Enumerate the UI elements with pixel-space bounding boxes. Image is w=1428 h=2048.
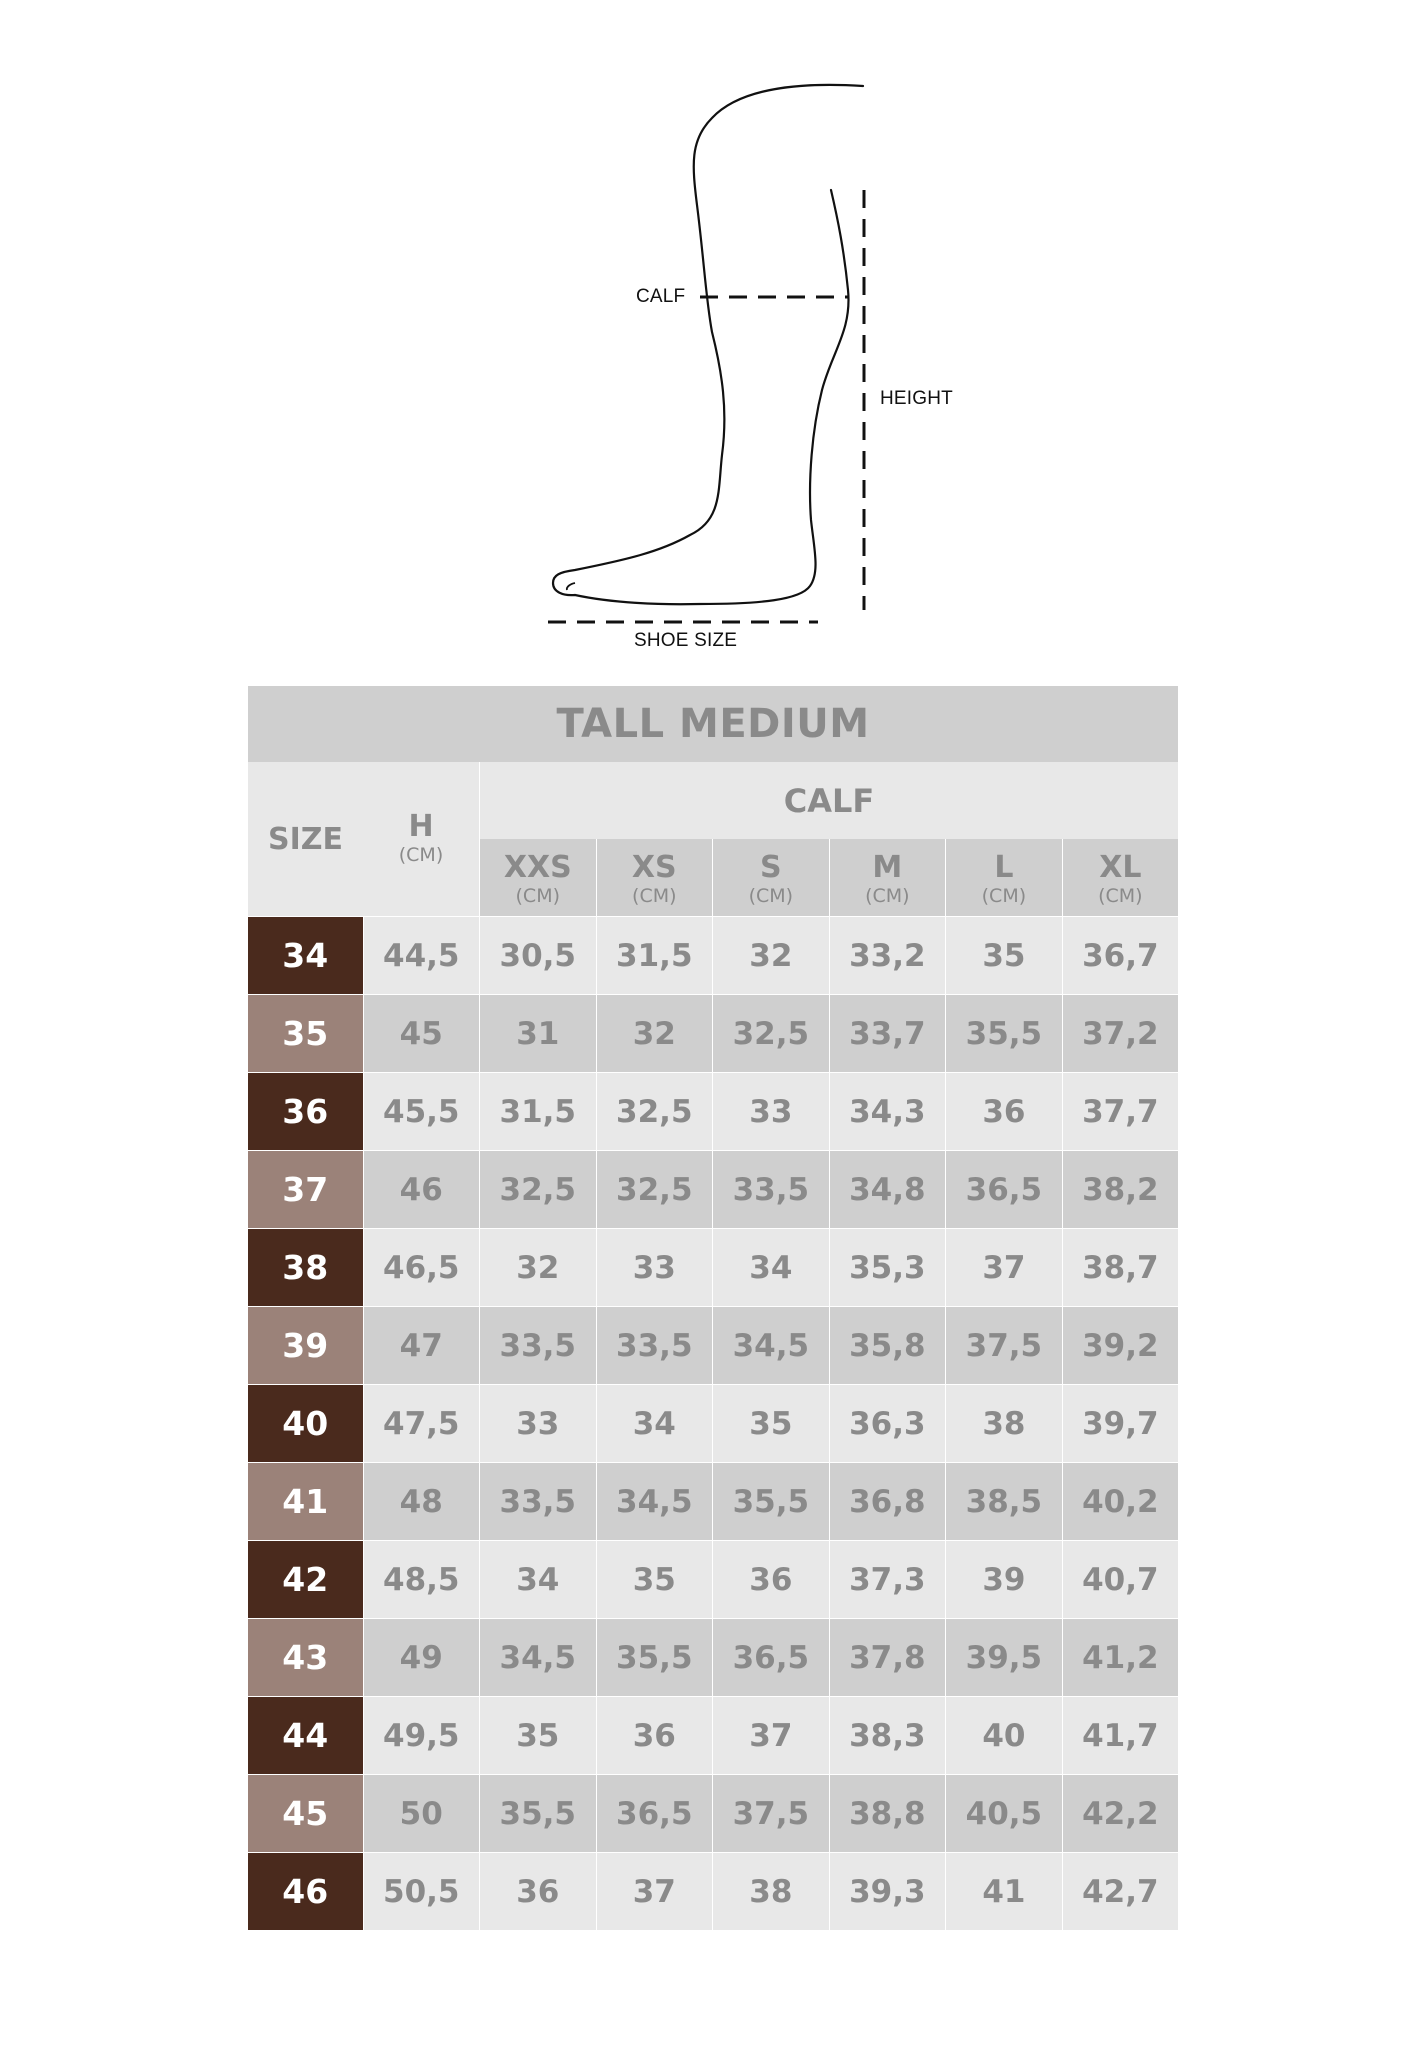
- calf-cell-xl: 40,2: [1062, 1463, 1178, 1541]
- calf-cell-m: 34,3: [829, 1073, 946, 1151]
- calf-cell-xs: 34: [596, 1385, 713, 1463]
- calf-cell-s: 33,5: [713, 1151, 830, 1229]
- size-cell: 46: [248, 1853, 363, 1931]
- calf-cell-l: 38,5: [946, 1463, 1063, 1541]
- size-cell: 35: [248, 995, 363, 1073]
- table-row: [248, 1151, 1178, 1229]
- calf-cell-s: 35: [713, 1385, 830, 1463]
- table-row: [248, 1775, 1178, 1853]
- calf-cell-l: 41: [946, 1853, 1063, 1931]
- calf-cell-s: 37: [713, 1697, 830, 1775]
- calf-cell-m: 37,8: [829, 1619, 946, 1697]
- calf-column-label: S: [760, 849, 782, 885]
- calf-cell-xl: 37,7: [1062, 1073, 1178, 1151]
- size-cell: 41: [248, 1463, 363, 1541]
- height-cell: 47: [363, 1307, 480, 1385]
- calf-cell-xl: 40,7: [1062, 1541, 1178, 1619]
- calf-cell-xl: 39,7: [1062, 1385, 1178, 1463]
- calf-cell-l: 35,5: [946, 995, 1063, 1073]
- calf-cell-xl: 41,2: [1062, 1619, 1178, 1697]
- leg-outline-illustration: [0, 0, 1428, 680]
- calf-cell-m: 38,3: [829, 1697, 946, 1775]
- height-cell: 47,5: [363, 1385, 480, 1463]
- calf-cell-xs: 34,5: [596, 1463, 713, 1541]
- calf-cell-xxs: 36: [480, 1853, 597, 1931]
- calf-cell-xs: 35,5: [596, 1619, 713, 1697]
- calf-cell-l: 36,5: [946, 1151, 1063, 1229]
- height-header-label: H: [408, 809, 434, 844]
- leg-measurement-diagram: [0, 0, 1428, 680]
- calf-cell-xs: 32: [596, 995, 713, 1073]
- calf-cell-xl: 42,7: [1062, 1853, 1178, 1931]
- size-cell: 37: [248, 1151, 363, 1229]
- calf-cell-xs: 31,5: [596, 917, 713, 995]
- calf-cell-s: 36: [713, 1541, 830, 1619]
- table-row: [248, 1073, 1178, 1151]
- calf-cell-xxs: 35,5: [480, 1775, 597, 1853]
- size-cell: 45: [248, 1775, 363, 1853]
- calf-cell-xs: 32,5: [596, 1073, 713, 1151]
- height-cell: 44,5: [363, 917, 480, 995]
- calf-column-label: XS: [631, 849, 677, 885]
- calf-cell-l: 38: [946, 1385, 1063, 1463]
- calf-column-header-l: [946, 839, 1063, 917]
- calf-cell-l: 37: [946, 1229, 1063, 1307]
- calf-cell-xxs: 35: [480, 1697, 597, 1775]
- calf-cell-xl: 38,7: [1062, 1229, 1178, 1307]
- calf-column-unit: (CM): [865, 884, 910, 907]
- calf-cell-s: 36,5: [713, 1619, 830, 1697]
- calf-cell-s: 32,5: [713, 995, 830, 1073]
- calf-column-header-s: [713, 839, 830, 917]
- calf-cell-xxs: 33,5: [480, 1463, 597, 1541]
- height-cell: 50,5: [363, 1853, 480, 1931]
- size-cell: 40: [248, 1385, 363, 1463]
- calf-cell-l: 37,5: [946, 1307, 1063, 1385]
- calf-cell-m: 36,8: [829, 1463, 946, 1541]
- height-cell: 48,5: [363, 1541, 480, 1619]
- calf-group-header: CALF: [480, 762, 1179, 839]
- height-label: HEIGHT: [880, 388, 953, 409]
- height-cell: 45: [363, 995, 480, 1073]
- calf-cell-m: 33,7: [829, 995, 946, 1073]
- calf-cell-xxs: 31,5: [480, 1073, 597, 1151]
- table-title: TALL MEDIUM: [248, 686, 1178, 762]
- table-row: [248, 995, 1178, 1073]
- height-cell: 48: [363, 1463, 480, 1541]
- height-column-header: [363, 762, 480, 917]
- calf-cell-xxs: 33: [480, 1385, 597, 1463]
- calf-cell-xs: 33,5: [596, 1307, 713, 1385]
- calf-cell-s: 33: [713, 1073, 830, 1151]
- calf-cell-s: 32: [713, 917, 830, 995]
- table-row: [248, 1229, 1178, 1307]
- calf-cell-s: 38: [713, 1853, 830, 1931]
- calf-column-header-xs: [596, 839, 713, 917]
- calf-column-label: L: [994, 849, 1014, 885]
- size-cell: 43: [248, 1619, 363, 1697]
- calf-column-header-m: [829, 839, 946, 917]
- calf-cell-xs: 36,5: [596, 1775, 713, 1853]
- table-row: [248, 1463, 1178, 1541]
- calf-cell-xl: 36,7: [1062, 917, 1178, 995]
- calf-cell-m: 38,8: [829, 1775, 946, 1853]
- table-row: [248, 1853, 1178, 1931]
- calf-cell-m: 35,3: [829, 1229, 946, 1307]
- calf-column-unit: (CM): [515, 884, 561, 907]
- calf-cell-m: 34,8: [829, 1151, 946, 1229]
- size-chart-table: [248, 686, 1178, 1930]
- size-cell: 42: [248, 1541, 363, 1619]
- calf-cell-xxs: 34: [480, 1541, 597, 1619]
- calf-cell-m: 33,2: [829, 917, 946, 995]
- calf-cell-s: 34,5: [713, 1307, 830, 1385]
- calf-column-header-xxs: [480, 839, 597, 917]
- size-cell: 36: [248, 1073, 363, 1151]
- calf-cell-xxs: 34,5: [480, 1619, 597, 1697]
- table-row: [248, 917, 1178, 995]
- calf-cell-l: 35: [946, 917, 1063, 995]
- calf-cell-l: 39: [946, 1541, 1063, 1619]
- calf-cell-m: 36,3: [829, 1385, 946, 1463]
- calf-cell-xl: 38,2: [1062, 1151, 1178, 1229]
- table-row: [248, 1541, 1178, 1619]
- height-cell: 49,5: [363, 1697, 480, 1775]
- calf-cell-l: 39,5: [946, 1619, 1063, 1697]
- calf-column-label: XL: [1099, 849, 1142, 885]
- calf-cell-xxs: 30,5: [480, 917, 597, 995]
- calf-cell-xxs: 31: [480, 995, 597, 1073]
- calf-cell-l: 40,5: [946, 1775, 1063, 1853]
- calf-column-label: XXS: [503, 849, 572, 885]
- calf-cell-l: 36: [946, 1073, 1063, 1151]
- table-row: [248, 1619, 1178, 1697]
- height-header-unit: (CM): [398, 844, 444, 866]
- calf-cell-l: 40: [946, 1697, 1063, 1775]
- calf-cell-xl: 37,2: [1062, 995, 1178, 1073]
- size-cell: 39: [248, 1307, 363, 1385]
- calf-cell-s: 34: [713, 1229, 830, 1307]
- calf-cell-xxs: 32,5: [480, 1151, 597, 1229]
- calf-column-unit: (CM): [1098, 884, 1143, 907]
- calf-column-unit: (CM): [748, 884, 794, 907]
- calf-cell-xs: 32,5: [596, 1151, 713, 1229]
- calf-column-header-xl: [1062, 839, 1178, 917]
- height-cell: 49: [363, 1619, 480, 1697]
- calf-column-label: M: [872, 849, 903, 885]
- size-cell: 34: [248, 917, 363, 995]
- size-column-header: SIZE: [248, 762, 363, 917]
- height-cell: 50: [363, 1775, 480, 1853]
- calf-cell-xl: 41,7: [1062, 1697, 1178, 1775]
- calf-label: CALF: [636, 286, 686, 307]
- calf-column-unit: (CM): [981, 884, 1027, 907]
- calf-column-unit: (CM): [632, 884, 677, 907]
- calf-cell-s: 37,5: [713, 1775, 830, 1853]
- calf-cell-m: 37,3: [829, 1541, 946, 1619]
- calf-cell-s: 35,5: [713, 1463, 830, 1541]
- calf-cell-xxs: 33,5: [480, 1307, 597, 1385]
- calf-cell-xs: 35: [596, 1541, 713, 1619]
- calf-cell-xl: 42,2: [1062, 1775, 1178, 1853]
- table-row: [248, 1307, 1178, 1385]
- calf-cell-xs: 33: [596, 1229, 713, 1307]
- height-cell: 45,5: [363, 1073, 480, 1151]
- calf-cell-xxs: 32: [480, 1229, 597, 1307]
- height-cell: 46,5: [363, 1229, 480, 1307]
- table-row: [248, 1697, 1178, 1775]
- calf-cell-xs: 37: [596, 1853, 713, 1931]
- calf-cell-m: 35,8: [829, 1307, 946, 1385]
- calf-cell-m: 39,3: [829, 1853, 946, 1931]
- table-row: [248, 1385, 1178, 1463]
- calf-cell-xs: 36: [596, 1697, 713, 1775]
- height-cell: 46: [363, 1151, 480, 1229]
- size-cell: 44: [248, 1697, 363, 1775]
- calf-cell-xl: 39,2: [1062, 1307, 1178, 1385]
- shoe-size-label: SHOE SIZE: [634, 630, 738, 651]
- size-cell: 38: [248, 1229, 363, 1307]
